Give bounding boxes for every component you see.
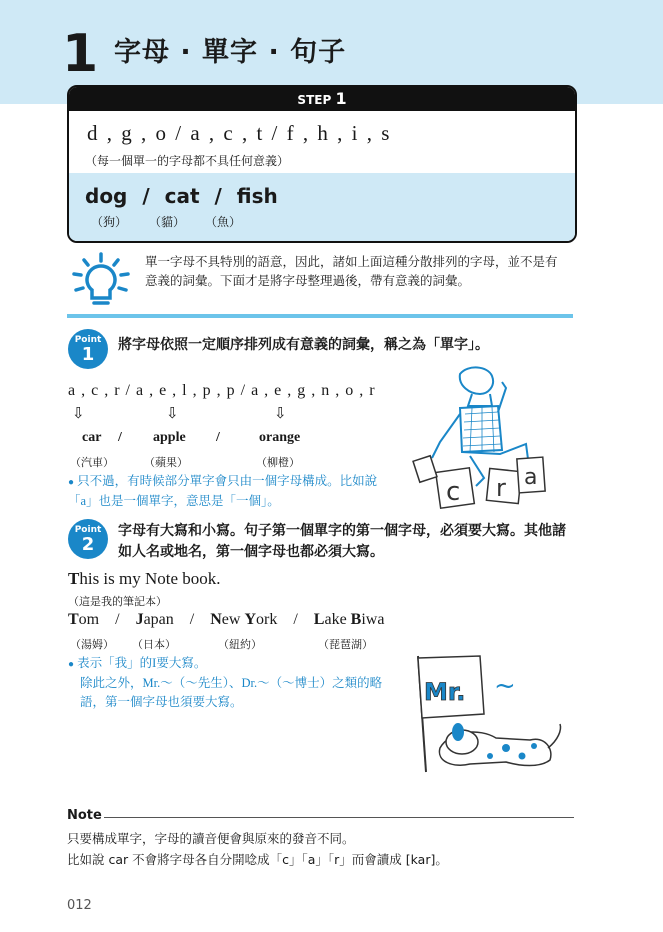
bullet-icon: ● bbox=[68, 659, 75, 670]
name-japan: Japan bbox=[135, 611, 174, 628]
bullet-icon: ● bbox=[68, 477, 75, 488]
proper-names: Tom / Japan / New York / Lake Biwa bbox=[68, 611, 385, 628]
slash: / bbox=[118, 430, 122, 445]
name-tom: Tom bbox=[68, 611, 100, 628]
down-arrow-icon: ⇩ bbox=[166, 404, 179, 422]
svg-text:r: r bbox=[496, 474, 506, 502]
chapter-title: 字母 · 單字 · 句子 bbox=[114, 37, 347, 68]
chapter-number: 1 bbox=[62, 24, 99, 84]
down-arrow-icon: ⇩ bbox=[72, 404, 85, 422]
trans-fish: （魚） bbox=[205, 215, 242, 229]
point-2-heading: 字母有大寫和小寫。句子第一個單字的第一個字母，必須要大寫。其他諸如人名或地名，第一個字母也都必須大寫。 bbox=[118, 523, 566, 560]
note-rule bbox=[104, 817, 574, 818]
mr-flag-dog-illustration bbox=[410, 652, 570, 786]
step-label-bar bbox=[69, 87, 575, 111]
point-2-note: ● 表示「我」的I要大寫。 除此之外，Mr.～（～先生）、Dr.～（～博士）之類的略語，第一個字母也須要大寫。 bbox=[68, 656, 383, 709]
trans-apple: （蘋果） bbox=[144, 457, 188, 469]
trans-japan: （日本） bbox=[132, 639, 176, 651]
note-text: 只要構成單字，字母的讀音便會與原來的發音不同。 比如說 car 不會將字母各自分開唸成「c」「a」「r」而會讀成 [kar]。 bbox=[67, 831, 448, 867]
lightbulb-icon bbox=[70, 252, 132, 314]
step-label: STEP bbox=[297, 93, 332, 107]
point-1-heading: 將字母依照一定順序排列成有意義的詞彙，稱之為「單字」。 bbox=[118, 337, 489, 353]
trans-dog: （狗） bbox=[91, 215, 128, 229]
tip-text: 單一字母不具特別的語意，因此，諸如上面這種分散排列的字母，並不是有意義的詞彙。下面才是將字母整理過後，帶有意義的詞彙。 bbox=[145, 254, 558, 288]
word-cat: cat bbox=[164, 184, 200, 208]
trans-lake-biwa: （琵琶湖） bbox=[318, 639, 373, 651]
trans-cat: （貓） bbox=[149, 215, 186, 229]
trans-orange: （柳橙） bbox=[256, 457, 300, 469]
step-box bbox=[67, 85, 577, 243]
step-letters: d , g , o / a , c , t / f , h , i , s bbox=[87, 121, 392, 145]
point-2-badge: Point 2 bbox=[68, 519, 108, 559]
svg-text:c: c bbox=[446, 477, 461, 507]
down-arrow-icon: ⇩ bbox=[274, 404, 287, 422]
trans-new-york: （紐約） bbox=[218, 639, 262, 651]
example-sentence-translation: （這是我的筆記本） bbox=[68, 596, 167, 608]
name-lake-biwa: Lake Biwa bbox=[313, 611, 385, 628]
example-sentence: This is my Note book. bbox=[68, 569, 221, 588]
slash: / bbox=[216, 430, 220, 445]
point-1-letters: a , c , r / a , e , l , p , p / a , e , g , n , o , r bbox=[68, 382, 376, 399]
word-apple: apple bbox=[153, 430, 186, 445]
name-new-york: New York bbox=[210, 611, 278, 628]
word-orange: orange bbox=[259, 430, 301, 445]
step-words: dog / cat / fish bbox=[85, 184, 278, 208]
trans-car: （汽車） bbox=[70, 457, 114, 469]
point-1-note: ● 只不過，有時候部分單字會只由一個字母構成。比如說「a」也是一個單字，意思是「一個」。 bbox=[68, 474, 378, 508]
page-number: 012 bbox=[67, 898, 92, 913]
word-fish: fish bbox=[236, 184, 278, 208]
note-label: Note bbox=[67, 808, 102, 823]
word-dog: dog bbox=[85, 184, 128, 208]
svg-text:~: ~ bbox=[494, 671, 516, 701]
person-with-letter-cards-illustration bbox=[410, 362, 560, 521]
word-car: car bbox=[82, 430, 102, 445]
svg-text:a: a bbox=[524, 465, 538, 490]
section-divider bbox=[67, 314, 573, 318]
step-number: 1 bbox=[335, 89, 347, 108]
svg-text:Mr.: Mr. bbox=[424, 678, 466, 706]
point-1-badge: Point 1 bbox=[68, 329, 108, 369]
trans-tom: （湯姆） bbox=[70, 639, 114, 651]
step-letters-note: （每一個單一的字母都不具任何意義） bbox=[85, 154, 290, 168]
